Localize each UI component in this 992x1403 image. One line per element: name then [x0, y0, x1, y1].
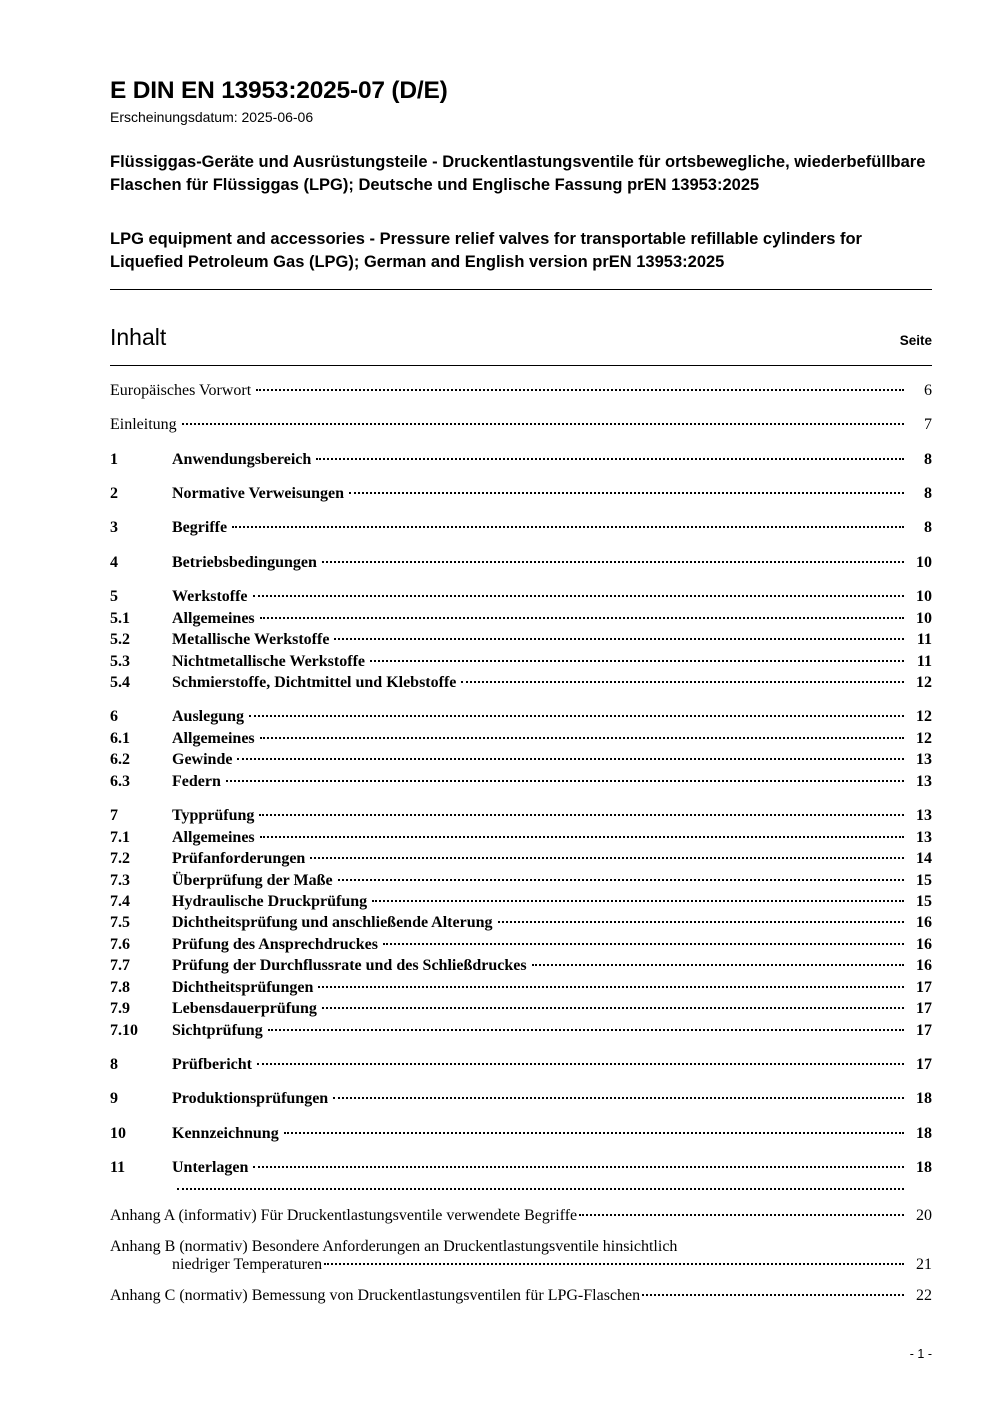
toc-entry-number: 6.2 [110, 751, 130, 769]
toc-leader [370, 660, 904, 662]
toc-entry-page: 8 [924, 484, 932, 502]
toc-entry-label: Allgemeines [172, 828, 255, 846]
toc-leader [177, 1188, 904, 1190]
toc-entry-number: 4 [110, 553, 118, 571]
toc-entry-label: Allgemeines [172, 609, 255, 627]
toc-entry-number: 7.10 [110, 1021, 138, 1039]
toc-leader [461, 681, 904, 683]
toc-entry[interactable] [110, 870, 932, 891]
toc-entry[interactable] [110, 977, 932, 998]
toc-entry-number: 6 [110, 708, 118, 726]
toc-entry-page: 17 [916, 1000, 932, 1018]
header-divider [110, 289, 932, 290]
toc-entry[interactable] [110, 891, 932, 912]
toc-entry-page: 16 [916, 914, 932, 932]
toc-entry[interactable] [110, 848, 932, 869]
toc-leader [333, 1097, 904, 1099]
toc-entry-page: 11 [916, 652, 932, 670]
toc-entry-label: Begriffe [172, 519, 228, 537]
toc-leader [259, 814, 904, 816]
toc-entry-page: 14 [916, 850, 932, 868]
toc-entry[interactable] [110, 1157, 932, 1178]
toc-entry-label: Prüfung der Durchflussrate und des Schließdruckes [172, 957, 527, 975]
toc-entry[interactable] [110, 1192, 932, 1194]
toc-entry-number: 5 [110, 588, 118, 606]
toc-entry-page: 12 [916, 708, 932, 726]
toc-leader [249, 715, 904, 717]
document-number: E DIN EN 13953:2025-07 (D/E) [110, 77, 448, 104]
toc-entry[interactable] [110, 449, 932, 470]
toc-leader [322, 561, 904, 563]
toc-entry-number: 8 [110, 1056, 118, 1073]
toc-entry[interactable] [110, 552, 932, 573]
toc-leader [310, 857, 904, 859]
contents-divider [110, 365, 932, 366]
toc-entry-number: 7.2 [110, 850, 130, 868]
toc-entry-page: 13 [916, 751, 932, 769]
toc-entry-label: Unterlagen [172, 1159, 249, 1177]
toc-entry-label: Produktionsprüfungen [172, 1090, 329, 1108]
toc-entry-label: Europäisches Vorwort [110, 381, 252, 399]
toc-entry-number: 7.3 [110, 871, 130, 889]
toc-entry[interactable] [110, 749, 932, 770]
toc-entry-page: 18 [916, 1159, 932, 1177]
toc-entry-label: Dichtheitsprüfung und anschließende Alterung [172, 914, 493, 932]
toc-entry[interactable] [110, 998, 932, 1019]
toc-entry-label: Prüfung des Ansprechdruckes [172, 935, 378, 953]
toc-entry-number: 5.3 [110, 652, 130, 670]
toc-entry-number: 7.6 [110, 935, 130, 953]
toc-entry[interactable] [110, 483, 932, 504]
toc-entry[interactable] [110, 629, 932, 650]
toc-entry-number: 7.5 [110, 914, 130, 932]
toc-entry-page: 17 [916, 1056, 932, 1073]
toc-entry-page: 15 [916, 892, 932, 910]
toc-leader [642, 1294, 904, 1296]
toc-entry-label: Gewinde [172, 751, 233, 769]
toc-entry[interactable] [110, 414, 932, 435]
toc-entry-number: 11 [110, 1159, 126, 1177]
toc-entry-label: Metallische Werkstoffe [172, 631, 330, 649]
toc-entry-label: Werkstoffe [172, 588, 248, 606]
toc-entry-number: 5.2 [110, 631, 130, 649]
toc-entry-label: Hydraulische Druckprüfung [172, 892, 368, 910]
toc-entry-label: Allgemeines [172, 729, 255, 747]
toc-entry-label: Kennzeichnung [172, 1124, 279, 1142]
toc-entry-number: 1 [110, 450, 118, 468]
toc-leader [232, 526, 904, 528]
toc-entry-number: 7 [110, 807, 118, 825]
toc-leader [257, 1063, 904, 1065]
toc-leader [260, 836, 904, 838]
toc-entry-label: Schmierstoffe, Dichtmittel und Klebstoffe [172, 674, 457, 691]
toc-entry-label: Einleitung [110, 416, 177, 434]
toc-leader [237, 758, 904, 760]
toc-annex-entry[interactable] [110, 1207, 932, 1225]
toc-entry[interactable] [110, 1123, 932, 1144]
toc-entry-label: Überprüfung der Maße [172, 871, 333, 889]
toc-entry-page: 10 [916, 588, 932, 606]
toc-entry-label: Sichtprüfung [172, 1021, 263, 1039]
toc-entry-number: 7.7 [110, 957, 130, 975]
toc-entry-page: 17 [916, 1021, 932, 1039]
toc-annex-label-cont: niedriger Temperaturen [172, 1255, 323, 1273]
toc-entry[interactable] [110, 771, 932, 792]
toc-leader [284, 1132, 904, 1134]
toc-entry[interactable] [110, 827, 932, 848]
toc-entry[interactable] [110, 955, 932, 976]
toc-annex-label: Anhang A (informativ) Für Druckentlastungsventile verwendete Begriffe [110, 1206, 578, 1224]
toc-leader [498, 921, 904, 923]
toc-leader [260, 617, 904, 619]
toc-entry-label: Auslegung [172, 708, 245, 726]
toc-leader [349, 492, 904, 494]
toc-entry-number: 10 [110, 1124, 126, 1142]
toc-annex-page: 20 [916, 1206, 932, 1224]
table-of-contents [110, 380, 932, 1305]
toc-entry[interactable] [110, 586, 932, 607]
toc-leader [372, 900, 904, 902]
toc-entry-number: 6.1 [110, 729, 130, 747]
toc-entry-page: 8 [924, 519, 932, 537]
toc-entry-page: 13 [916, 772, 932, 790]
toc-entry-page: 17 [916, 978, 932, 996]
toc-leader [182, 423, 904, 425]
toc-leader [268, 1029, 904, 1031]
toc-annex-label: Anhang B (normativ) Besondere Anforderungen an Druckentlastungsventile hinsichtlich [110, 1237, 678, 1255]
toc-entry-number: 6.3 [110, 772, 130, 790]
contents-page-label: Seite [899, 332, 932, 348]
toc-entry-label: Nichtmetallische Werkstoffe [172, 652, 365, 670]
toc-entry-label: Typprüfung [172, 807, 255, 825]
contents-header [110, 324, 932, 351]
title-german: Flüssiggas-Geräte und Ausrüstungsteile - Druckentlastungsventile für ortsbewegliche, wiederbefüllbare Flaschen für Flüssiggas (LPG); Deutsche und Englische Fassung prEN 13953:2025 [110, 152, 926, 195]
toc-entry-page: 16 [916, 935, 932, 953]
toc-entry[interactable] [110, 805, 932, 826]
toc-entry-page: 12 [916, 674, 932, 691]
toc-entry[interactable] [110, 934, 932, 955]
toc-entry-page: 10 [916, 609, 932, 627]
toc-leader [324, 1263, 904, 1265]
toc-entry[interactable] [110, 1054, 932, 1075]
toc-entry-label: Betriebsbedingungen [172, 553, 317, 571]
contents-heading: Inhalt [110, 323, 167, 350]
toc-leader [253, 595, 904, 597]
toc-entry[interactable] [110, 672, 932, 693]
toc-leader [253, 1166, 904, 1168]
toc-entry-page: 6 [924, 381, 932, 399]
toc-entry[interactable] [110, 608, 932, 629]
toc-leader [318, 986, 904, 988]
toc-entry-label: Dichtheitsprüfungen [172, 978, 314, 996]
toc-entry-label: Prüfanforderungen [172, 850, 306, 868]
toc-leader [383, 943, 904, 945]
toc-entry-page: 16 [916, 957, 932, 975]
toc-entry[interactable] [110, 380, 932, 401]
toc-annex-label: Anhang C (normativ) Bemessung von Druckentlastungsventilen für LPG-Flaschen [110, 1286, 641, 1304]
toc-leader [256, 389, 904, 391]
toc-entry-page: 18 [916, 1090, 932, 1108]
toc-entry-page: 13 [916, 828, 932, 846]
toc-entry-page: 8 [924, 450, 932, 468]
toc-leader [334, 638, 904, 640]
toc-entry[interactable] [110, 728, 932, 749]
toc-entry-number: 7.9 [110, 1000, 130, 1018]
toc-entry-label: Normative Verweisungen [172, 484, 344, 502]
toc-entry-number: 9 [110, 1090, 118, 1108]
publication-date: Erscheinungsdatum: 2025-06-06 [110, 108, 314, 125]
toc-entry-number: 5.1 [110, 609, 130, 627]
toc-entry-label: Anwendungsbereich [172, 450, 312, 468]
toc-entry-page: 7 [924, 416, 932, 434]
toc-annex-page: 22 [916, 1286, 932, 1304]
toc-entry[interactable] [110, 1020, 932, 1041]
toc-entry-page: 18 [916, 1124, 932, 1142]
toc-entry[interactable] [110, 706, 932, 727]
toc-entry-label: Federn [172, 772, 221, 790]
toc-entry-label: Prüfbericht [172, 1056, 252, 1073]
toc-entry-number: 7.4 [110, 892, 130, 910]
toc-leader [260, 737, 904, 739]
toc-entry-page: 15 [916, 871, 932, 889]
toc-entry-page: 11 [916, 631, 932, 649]
toc-entry[interactable] [110, 1088, 932, 1109]
toc-entry-page: 12 [916, 729, 932, 747]
toc-entry-number: 3 [110, 519, 118, 537]
toc-entry-number: 2 [110, 484, 118, 502]
toc-annex-entry[interactable] [110, 1238, 932, 1274]
toc-entry-page: 10 [916, 553, 932, 571]
toc-entry-number: 7.1 [110, 828, 130, 846]
toc-annex-entry[interactable] [110, 1287, 932, 1305]
toc-entry[interactable] [110, 517, 932, 538]
toc-entry[interactable] [110, 651, 932, 672]
toc-leader [322, 1007, 904, 1009]
toc-annex-page: 21 [916, 1255, 932, 1273]
toc-leader [316, 458, 904, 460]
toc-leader [338, 879, 904, 881]
toc-entry-page: 13 [916, 807, 932, 825]
page-number: - 1 - [909, 1347, 932, 1361]
toc-entry[interactable] [110, 912, 932, 933]
toc-entry-label: Lebensdauerprüfung [172, 1000, 317, 1018]
toc-leader [579, 1214, 904, 1216]
toc-entry-number: 5.4 [110, 674, 130, 691]
toc-leader [226, 780, 904, 782]
toc-entry-number: 7.8 [110, 978, 130, 996]
title-english: LPG equipment and accessories - Pressure relief valves for transportable refillable cylinders for Liquefied Petroleum Gas (LPG); German and English version prEN 13953:2025 [110, 229, 862, 272]
toc-leader [532, 964, 904, 966]
